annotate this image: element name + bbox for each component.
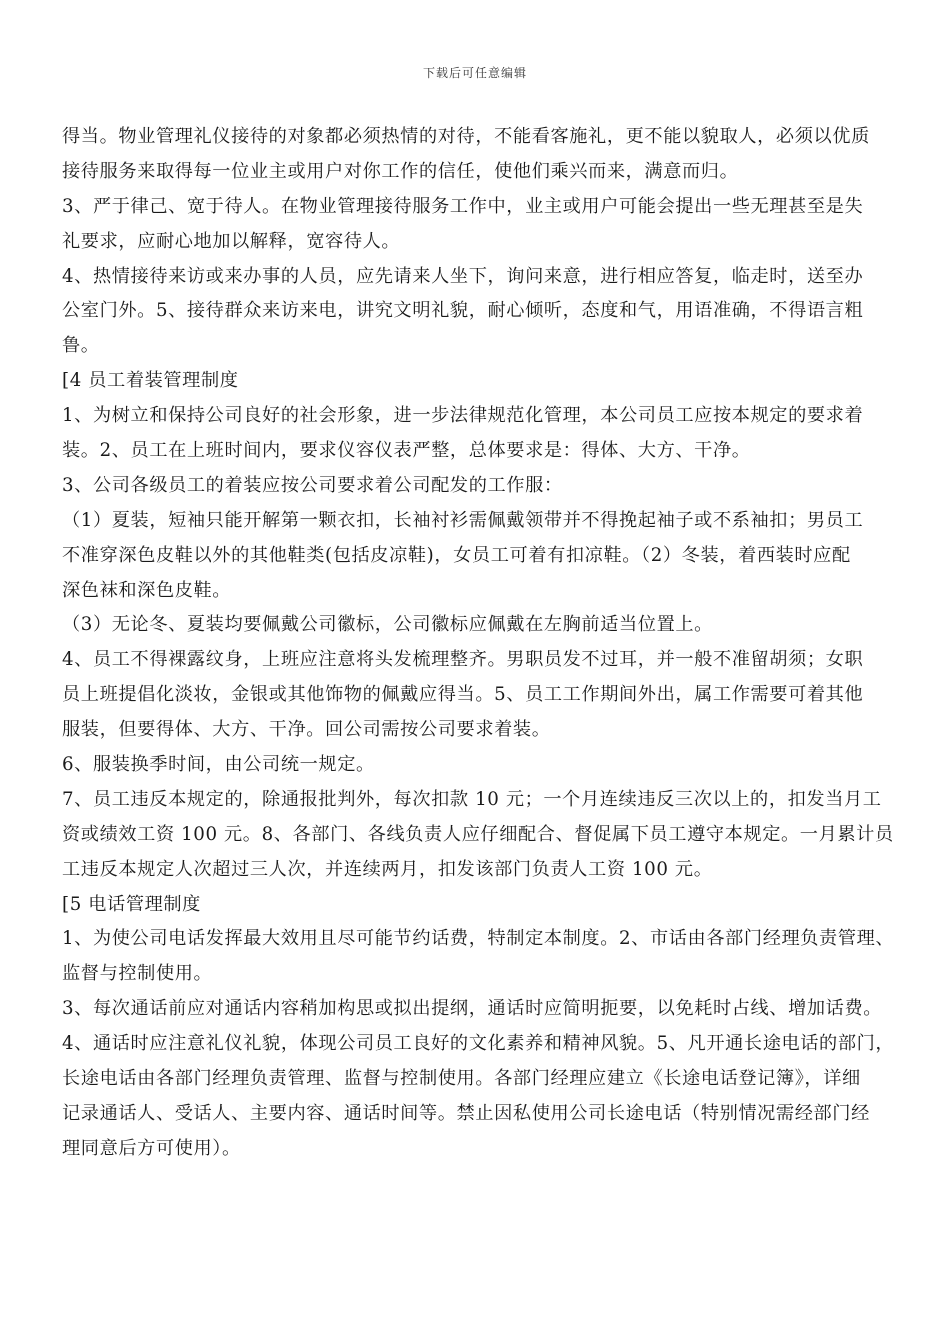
text-line: 记录通话人、受话人、主要内容、通话时间等。禁止因私使用公司长途电话（特别情况需经部门经 (62, 1102, 870, 1124)
text-line: （3）无论冬、夏装均要佩戴公司徽标，公司徽标应佩戴在左胸前适当位置上。 (62, 614, 713, 636)
text-line: 监督与控制使用。 (62, 963, 213, 985)
text-line: 4、员工不得裸露纹身，上班应注意将头发梳理整齐。男职员发不过耳，并一般不准留胡须；女职 (62, 649, 864, 671)
text-line: 不准穿深色皮鞋以外的其他鞋类(包括皮凉鞋)，女员工可着有扣凉鞋。（2）冬装，着西装时应配 (62, 544, 851, 566)
text-line: 6、服装换季时间，由公司统一规定。 (62, 754, 375, 776)
text-line: 公室门外。5、接待群众来访来电，讲究文明礼貌，耐心倾听，态度和气，用语准确，不得语言粗 (62, 300, 864, 322)
document-body (62, 120, 895, 1167)
section-heading: [4 员工着装管理制度 (62, 370, 239, 392)
text-line: 理同意后方可使用）。 (62, 1137, 241, 1159)
text-line: 7、员工违反本规定的，除通报批判外，每次扣款 10 元；一个月连续违反三次以上的，扣发当月工 (62, 788, 882, 810)
text-line: 深色袜和深色皮鞋。 (62, 579, 232, 601)
text-line: 鲁。 (62, 335, 100, 357)
text-line: 礼要求，应耐心地加以解释，宽容待人。 (62, 230, 401, 252)
text-line: 3、公司各级员工的着装应按公司要求着公司配发的工作服： (62, 474, 563, 496)
text-line: 工违反本规定人次超过三人次，并连续两月，扣发该部门负责人工资 100 元。 (62, 858, 713, 880)
page-header: 下载后可任意编辑 (422, 66, 527, 80)
text-line: 1、为树立和保持公司良好的社会形象，进一步法律规范化管理，本公司员工应按本规定的要求着 (62, 405, 864, 427)
text-line: 服装，但要得体、大方、干净。回公司需按公司要求着装。 (62, 719, 551, 741)
text-line: 4、热情接待来访或来办事的人员，应先请来人坐下，询问来意，进行相应答复，临走时，送至办 (62, 265, 864, 287)
text-line: 资或绩效工资 100 元。8、各部门、各线负责人应仔细配合、督促属下员工遵守本规定。一月累计员 (62, 823, 894, 845)
text-line: 3、每次通话前应对通话内容稍加构思或拟出提纲，通话时应简明扼要，以免耗时占线、增加话费。 (62, 998, 883, 1020)
text-line: 装。2、员工在上班时间内，要求仪容仪表严整，总体要求是：得体、大方、干净。 (62, 440, 751, 462)
section-heading: [5 电话管理制度 (62, 893, 201, 915)
text-line: 接待服务来取得每一位业主或用户对你工作的信任，使他们乘兴而来，满意而归。 (62, 160, 739, 182)
text-line: 4、通话时应注意礼仪礼貌，体现公司员工良好的文化素养和精神风貌。5、凡开通长途电话的部门， (62, 1033, 895, 1055)
text-line: 员上班提倡化淡妆，金银或其他饰物的佩戴应得当。5、员工工作期间外出，属工作需要可着其他 (62, 684, 864, 706)
text-line: 1、为使公司电话发挥最大效用且尽可能节约话费，特制定本制度。2、市话由各部门经理负责管理、 (62, 928, 895, 950)
text-line: （1）夏装，短袖只能开解第一颗衣扣，长袖衬衫需佩戴领带并不得挽起袖子或不系袖扣；男员工 (62, 509, 864, 531)
text-line: 长途电话由各部门经理负责管理、监督与控制使用。各部门经理应建立《长途电话登记簿》，详细 (62, 1068, 861, 1090)
text-line: 3、严于律己、宽于待人。在物业管理接待服务工作中，业主或用户可能会提出一些无理甚至是失 (62, 195, 864, 217)
text-line: 得当。物业管理礼仪接待的对象都必须热情的对待，不能看客施礼，更不能以貌取人，必须以优质 (62, 126, 870, 147)
